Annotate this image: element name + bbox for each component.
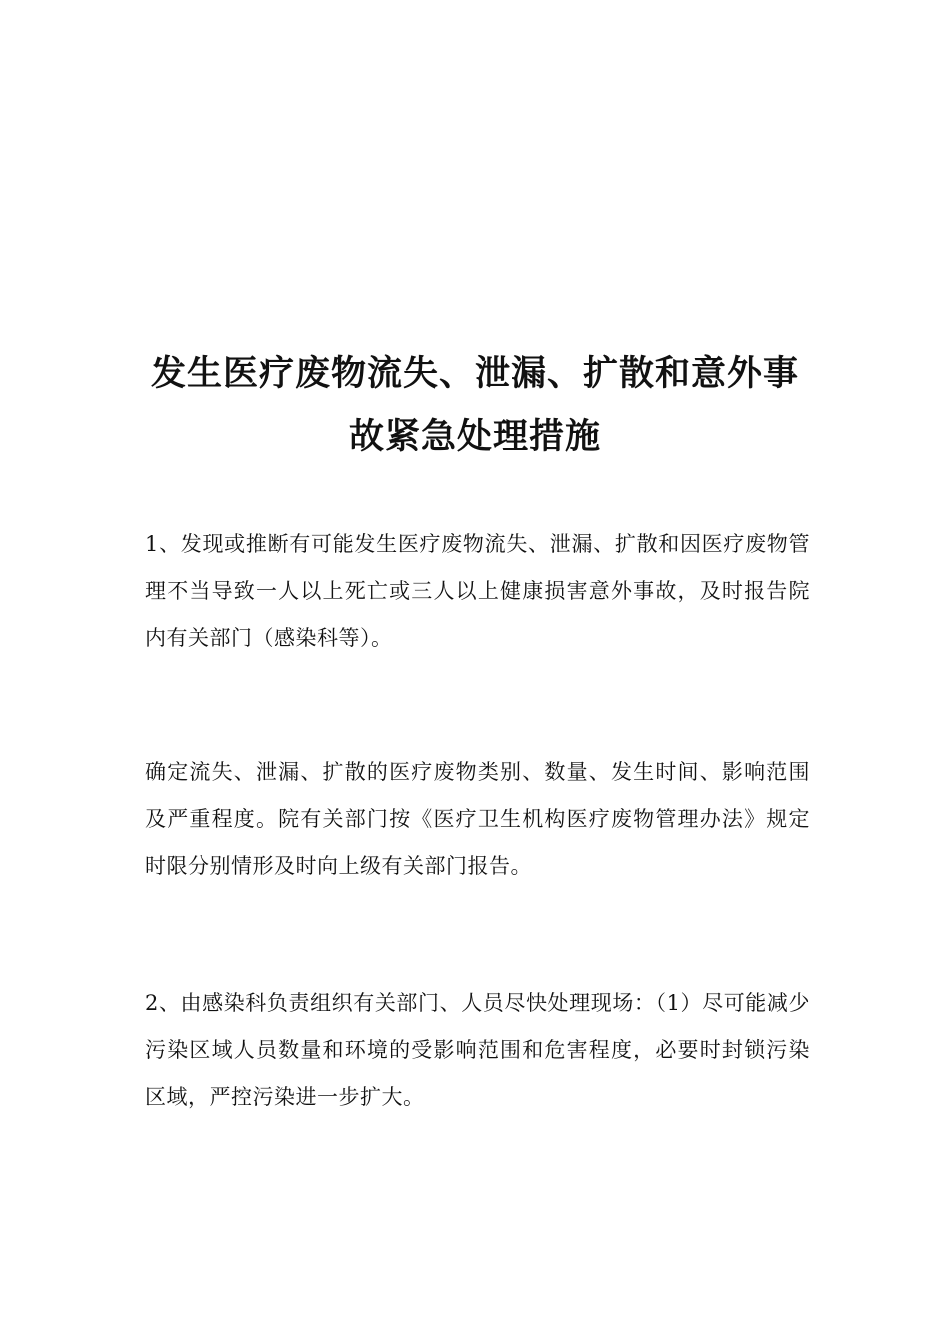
paragraph-3: 2、由感染科负责组织有关部门、人员尽快处理现场：（1）尽可能减少污染区域人员数量和环境的受影响范围和危害程度，必要时封锁污染区域，严控污染进一步扩大。 [145,991,810,1109]
title-line-2: 故紧急处理措施 [348,416,601,457]
title-line-1: 发生医疗废物流失、泄漏、扩散和意外事 [150,353,799,394]
paragraph-2: 确定流失、泄漏、扩散的医疗废物类别、数量、发生时间、影响范围及严重程度。院有关部门按《医疗卫生机构医疗废物管理办法》规定时限分别情形及时向上级有关部门报告。 [145,760,810,878]
page-title [145,342,805,468]
paragraph-1: 1、发现或推断有可能发生医疗废物流失、泄漏、扩散和因医疗废物管理不当导致一人以上死亡或三人以上健康损害意外事故，及时报告院内有关部门（感染科等）。 [145,532,810,650]
